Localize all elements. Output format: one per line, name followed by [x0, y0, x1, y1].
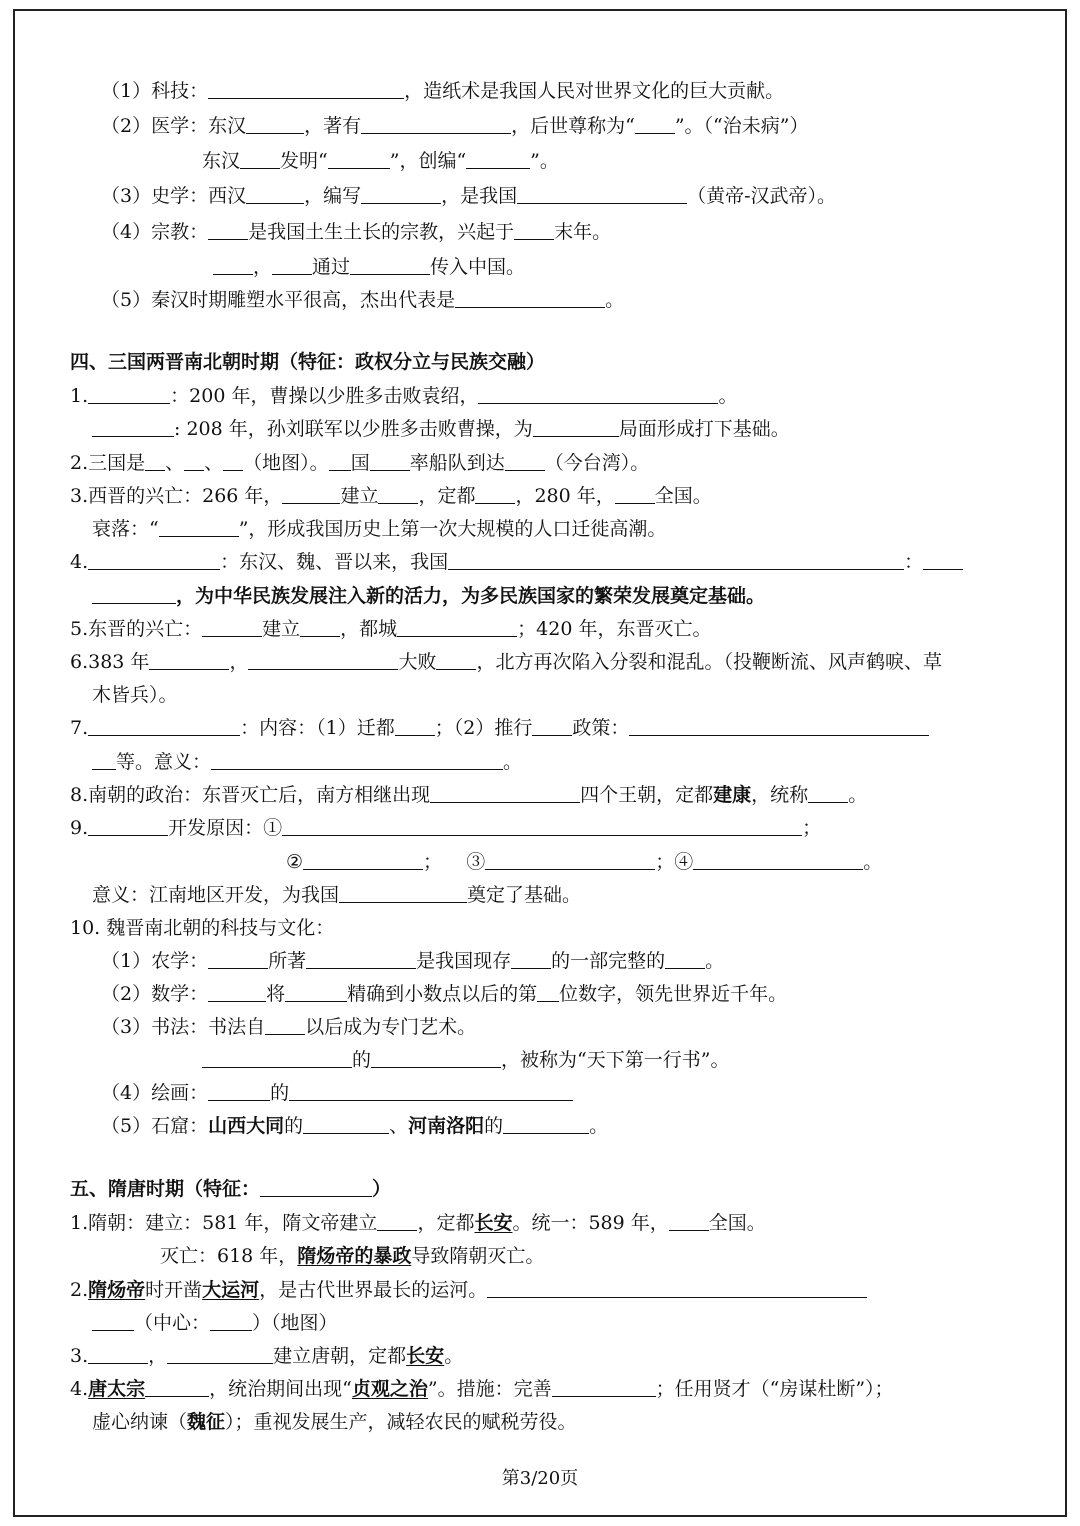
fill-blank[interactable]: [92, 583, 176, 604]
fill-blank[interactable]: [167, 1343, 273, 1364]
text: ，: [229, 651, 249, 673]
fill-blank[interactable]: [248, 649, 398, 670]
text: ，280 年，: [515, 485, 615, 507]
text: ：: [904, 551, 924, 573]
fill-blank[interactable]: [208, 78, 404, 99]
text: 的: [484, 1115, 504, 1137]
text: （4）宗教：: [101, 221, 209, 243]
fill-blank[interactable]: [329, 450, 351, 471]
text: ；420 年，东晋灭亡。: [517, 618, 712, 640]
text: ）（地图）: [252, 1312, 338, 1334]
text: ③: [466, 851, 486, 873]
m1-line: [70, 1210, 766, 1236]
text: （地图）。: [243, 452, 329, 474]
text: ，: [253, 256, 273, 278]
q9-line: [70, 815, 821, 841]
text: 贞观之治: [351, 1378, 428, 1400]
text: 等。意义：: [116, 751, 212, 773]
fill-blank[interactable]: [808, 782, 848, 803]
text: 五、隋唐时期（特征：: [70, 1178, 261, 1200]
text: 意义：江南地区开发，为我国: [92, 884, 340, 906]
text: ，统称: [751, 784, 809, 806]
fill-blank[interactable]: [208, 1080, 270, 1101]
text: 2.三国是: [70, 452, 146, 474]
q9-line-3: [92, 882, 581, 908]
page-number: 第3/20页: [501, 1468, 579, 1489]
text: : 208 年，孙刘联军以少胜多击败曹操，为: [174, 418, 533, 440]
text: 通过: [312, 256, 351, 278]
fill-blank[interactable]: [378, 483, 418, 504]
shuxue-line: [101, 981, 787, 1007]
fill-blank[interactable]: [145, 1376, 209, 1397]
text: ，被称为“天下第一行书”。: [501, 1049, 730, 1071]
text: 以后成为专门艺术。: [305, 1016, 477, 1038]
text: 、: [389, 1115, 409, 1137]
q3-line-2: [92, 516, 666, 542]
fill-blank[interactable]: [92, 749, 116, 770]
huihua-line: [101, 1080, 573, 1106]
text: 魏征: [187, 1411, 226, 1433]
fill-blank[interactable]: [487, 1277, 867, 1298]
text: 。: [705, 950, 725, 972]
text: （3）书法：书法自: [101, 1016, 266, 1038]
q7-line-2: [92, 749, 522, 775]
text: 。: [718, 385, 738, 407]
fill-blank[interactable]: [448, 549, 904, 570]
fill-blank[interactable]: [455, 287, 605, 308]
fill-blank[interactable]: [430, 782, 580, 803]
text: 5.东晋的兴亡：: [70, 618, 203, 640]
fill-blank[interactable]: [923, 549, 963, 570]
text: 位数字，领先世界近千年。: [559, 983, 788, 1005]
text: 、: [165, 452, 185, 474]
nongxue-line: [101, 948, 724, 974]
text: 将: [266, 983, 286, 1005]
text: （1）科技：: [101, 80, 209, 102]
text: 国: [350, 452, 370, 474]
text: 率船队到达: [409, 452, 505, 474]
fill-blank[interactable]: [149, 649, 229, 670]
text: ，为中华民族发展注入新的活力，为多民族国家的繁荣发展奠定基础。: [176, 585, 766, 607]
fill-blank[interactable]: [285, 981, 347, 1002]
text: ；: [423, 851, 443, 873]
fill-blank[interactable]: [303, 849, 423, 870]
text: 末年。: [554, 221, 612, 243]
text: 。: [605, 289, 625, 311]
section-4-heading: 四、三国两晋南北朝时期（特征：政权分立与民族交融）: [70, 351, 546, 373]
m4-line-2: [92, 1409, 577, 1435]
fill-blank[interactable]: [485, 849, 655, 870]
text: ，编写: [304, 185, 362, 207]
text: 政策：: [572, 717, 630, 739]
q3-line: [70, 483, 712, 509]
q1-line: [70, 383, 737, 409]
fill-blank[interactable]: [669, 1210, 709, 1231]
text: ，北方再次陷入分裂和混乱。（投鞭断流、风声鹤唳、草: [476, 651, 942, 673]
text: ，定都: [417, 1212, 475, 1234]
fill-blank[interactable]: [511, 948, 551, 969]
fill-blank[interactable]: [265, 1014, 305, 1035]
shufa-line-2: [202, 1047, 729, 1073]
m3-line: [70, 1343, 463, 1369]
m4-line: [70, 1376, 894, 1402]
fill-blank[interactable]: [361, 183, 441, 204]
text: 4.: [70, 551, 89, 573]
fill-blank[interactable]: [210, 1310, 252, 1331]
text: 东汉: [202, 150, 241, 172]
text: 9.: [70, 817, 89, 839]
text: ”，形成我国历史上第一次大规模的人口迁徙高潮。: [238, 518, 667, 540]
text: 隋炀帝的暴政: [297, 1245, 412, 1267]
text: （黄帝-汉武帝）。: [687, 185, 837, 207]
fill-blank[interactable]: [282, 815, 802, 836]
shixue-line: [101, 183, 836, 209]
text: 衰落：“: [92, 518, 159, 540]
text: ，造纸术是我国人民对世界文化的巨大贡献。: [404, 80, 785, 102]
text: 建立: [340, 485, 379, 507]
text: 传入中国。: [430, 256, 526, 278]
fill-blank[interactable]: [272, 254, 312, 275]
q4-line: [70, 549, 963, 575]
text: 虚心纳谏（: [92, 1411, 188, 1433]
q2-line: [70, 450, 649, 476]
fill-blank[interactable]: [184, 450, 204, 471]
fill-blank[interactable]: [505, 450, 545, 471]
fill-blank[interactable]: [552, 1376, 656, 1397]
text: ，统治期间出现“: [209, 1378, 352, 1400]
fill-blank[interactable]: [211, 749, 503, 770]
text: 四个王朝，定都: [580, 784, 714, 806]
fill-blank[interactable]: [289, 1080, 573, 1101]
text: 长安: [406, 1345, 445, 1367]
fill-blank[interactable]: [537, 981, 559, 1002]
text: ”。（“治未病”）: [674, 115, 809, 137]
fill-blank[interactable]: [88, 549, 220, 570]
text: ）: [372, 1178, 392, 1200]
text: 是我国土生土长的宗教，兴起于: [248, 221, 515, 243]
fill-blank[interactable]: [328, 148, 390, 169]
text: ，都城: [340, 618, 398, 640]
text: 。: [863, 851, 883, 873]
shiku-line: [101, 1113, 608, 1139]
text: 山西大同: [208, 1115, 285, 1137]
fill-blank[interactable]: [370, 450, 410, 471]
text: 精确到小数点以后的第: [347, 983, 538, 1005]
text: 发明“: [280, 150, 328, 172]
fill-blank[interactable]: [478, 383, 718, 404]
fill-blank[interactable]: [260, 1176, 372, 1197]
fill-blank[interactable]: [208, 219, 248, 240]
text: ：200 年，曹操以少胜多击败袁绍，: [170, 385, 479, 407]
text: 开发原因：①: [168, 817, 283, 839]
text: 全国。: [654, 485, 712, 507]
text: 7.: [70, 717, 89, 739]
fill-blank[interactable]: [208, 981, 266, 1002]
q8-line: [70, 782, 867, 808]
q6-line-2: 木皆兵）。: [92, 684, 178, 706]
fill-blank[interactable]: [532, 715, 572, 736]
text: ”，创编“: [389, 150, 467, 172]
keji-line: [101, 78, 784, 104]
text: （2）数学：: [101, 983, 209, 1005]
fill-blank[interactable]: [693, 849, 863, 870]
fill-blank[interactable]: [223, 450, 243, 471]
text: 3.西晋的兴亡：266 年，: [70, 485, 283, 507]
fill-blank[interactable]: [665, 948, 705, 969]
fill-blank[interactable]: [517, 183, 687, 204]
fill-blank[interactable]: [246, 113, 304, 134]
fill-blank[interactable]: [395, 715, 435, 736]
text: ；（2）推行: [434, 717, 533, 739]
text: 的: [352, 1049, 372, 1071]
text: 灭亡：618 年，: [160, 1245, 298, 1267]
text: 建康: [713, 784, 752, 806]
fill-blank[interactable]: [282, 483, 340, 504]
zongjiao-line: [101, 219, 611, 245]
text: （5）石窟：: [101, 1115, 209, 1137]
text: 河南洛阳: [408, 1115, 485, 1137]
zongjiao-line-2: [213, 254, 525, 280]
text: 建立唐朝，定都: [273, 1345, 407, 1367]
fill-blank[interactable]: [246, 183, 304, 204]
fill-blank[interactable]: [466, 148, 530, 169]
fill-blank[interactable]: [88, 1343, 148, 1364]
fill-blank[interactable]: [303, 1113, 389, 1134]
text: ，定都: [418, 485, 476, 507]
text: ”。: [530, 150, 559, 172]
text: 长安: [474, 1212, 513, 1234]
fill-blank[interactable]: [339, 882, 467, 903]
q1-line-2: [92, 416, 790, 442]
text: 全国。: [708, 1212, 766, 1234]
fill-blank[interactable]: [533, 416, 619, 437]
text: （5）秦汉时期雕塑水平很高，杰出代表是: [101, 289, 456, 311]
fill-blank[interactable]: [92, 416, 174, 437]
text: ；: [802, 817, 822, 839]
text: 的一部完整的: [551, 950, 666, 972]
fill-blank[interactable]: [615, 483, 655, 504]
fill-blank[interactable]: [377, 1210, 417, 1231]
q6-line: [70, 649, 942, 675]
fill-blank[interactable]: [208, 948, 268, 969]
fill-blank[interactable]: [629, 715, 929, 736]
text: ；任用贤才（“房谋杜断”）；: [655, 1378, 894, 1400]
text: 所著: [268, 950, 307, 972]
fill-blank[interactable]: [92, 1310, 134, 1331]
fill-blank[interactable]: [88, 715, 240, 736]
m1-line-2: [160, 1243, 544, 1269]
text: ”。措施：完善: [427, 1378, 552, 1400]
text: 4.: [70, 1378, 89, 1400]
fill-blank[interactable]: [361, 113, 511, 134]
q10-line: 10. 魏晋南北朝的科技与文化：: [70, 917, 335, 939]
fill-blank[interactable]: [88, 815, 168, 836]
m2-line-2: [92, 1310, 338, 1336]
text: 时开凿: [145, 1279, 203, 1301]
section-5-heading: [70, 1176, 391, 1202]
text: 1.隋朝：建立：581 年，隋文帝建立: [70, 1212, 378, 1234]
text: ，是我国: [441, 185, 518, 207]
text: 是我国现存: [416, 950, 512, 972]
text: 8.南朝的政治：东晋灭亡后，南方相继出现: [70, 784, 431, 806]
text: 。: [848, 784, 868, 806]
fill-blank[interactable]: [145, 450, 165, 471]
text: ②: [286, 851, 304, 873]
text: 隋炀帝: [88, 1279, 146, 1301]
fill-blank[interactable]: [300, 616, 340, 637]
shufa-line: [101, 1014, 476, 1040]
fill-blank[interactable]: [397, 616, 517, 637]
text: ；④: [655, 851, 694, 873]
fill-blank[interactable]: [436, 649, 476, 670]
text: 。: [589, 1115, 609, 1137]
q5-line: [70, 616, 711, 642]
text: 、: [204, 452, 224, 474]
fill-blank[interactable]: [202, 1047, 352, 1068]
yixue-line-2: [202, 148, 559, 174]
text: ，是古代世界最长的运河。: [259, 1279, 488, 1301]
fill-blank[interactable]: [213, 254, 253, 275]
diaosu-line: [101, 287, 624, 313]
text: ，著有: [304, 115, 362, 137]
text: 奠定了基础。: [467, 884, 582, 906]
text: ）；重视发展生产，减轻农民的赋税劳役。: [225, 1411, 577, 1433]
text: ：东汉、魏、晋以来，我国: [220, 551, 449, 573]
fill-blank[interactable]: [371, 1047, 501, 1068]
text: ，后世尊称为“: [511, 115, 635, 137]
text: ，: [148, 1345, 168, 1367]
text: 。统一：589 年，: [512, 1212, 669, 1234]
yixue-line: [101, 113, 808, 139]
text: （4）绘画：: [101, 1082, 209, 1104]
text: ：内容：（1）迁都: [240, 717, 395, 739]
text: 。: [503, 751, 523, 773]
text: 导致隋朝灭亡。: [411, 1245, 545, 1267]
text: 的: [270, 1082, 290, 1104]
text: 6.383 年: [70, 651, 150, 673]
text: （中心：: [134, 1312, 211, 1334]
q4-line-2: [92, 583, 765, 609]
fill-blank[interactable]: [350, 254, 430, 275]
q9-line-2: [286, 849, 882, 875]
fill-blank[interactable]: [202, 616, 262, 637]
text: （3）史学：西汉: [101, 185, 247, 207]
text: （2）医学：东汉: [101, 115, 247, 137]
text: 1.: [70, 385, 89, 407]
text: 2.: [70, 1279, 89, 1301]
text: 3.: [70, 1345, 89, 1367]
text: 大败: [398, 651, 437, 673]
text: 局面形成打下基础。: [618, 418, 790, 440]
m2-line: [70, 1277, 867, 1303]
fill-blank[interactable]: [88, 383, 170, 404]
fill-blank[interactable]: [475, 483, 515, 504]
fill-blank[interactable]: [306, 948, 416, 969]
fill-blank[interactable]: [503, 1113, 589, 1134]
fill-blank[interactable]: [159, 516, 239, 537]
text: 建立: [262, 618, 301, 640]
fill-blank[interactable]: [635, 113, 675, 134]
fill-blank[interactable]: [514, 219, 554, 240]
fill-blank[interactable]: [240, 148, 280, 169]
text: （今台湾）。: [544, 452, 650, 474]
text: 的: [284, 1115, 304, 1137]
text: 。: [444, 1345, 464, 1367]
text: （1）农学：: [101, 950, 209, 972]
text: 唐太宗: [88, 1378, 146, 1400]
text: 大运河: [202, 1279, 260, 1301]
q7-line: [70, 715, 929, 741]
